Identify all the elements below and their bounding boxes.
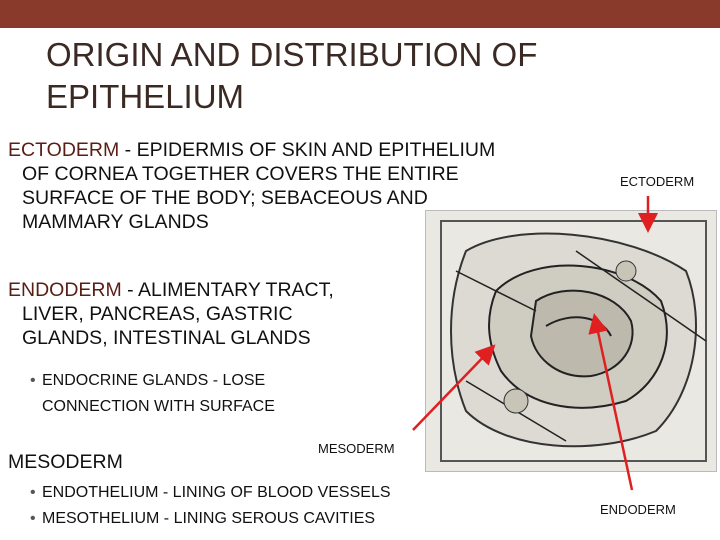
ectoderm-term: ECTODERM [8, 139, 120, 161]
bullet-icon: • [30, 484, 36, 501]
figure-label-mesoderm: MESODERM [318, 441, 395, 456]
endoderm-term: ENDODERM [8, 279, 122, 301]
ectoderm-line-4: MAMMARY GLANDS [22, 211, 209, 233]
endoderm-line-1: ENDODERM - ALIMENTARY TRACT, [8, 279, 334, 301]
endoderm-line-2: LIVER, PANCREAS, GASTRIC [22, 303, 293, 325]
bullet-icon: • [30, 510, 36, 527]
ectoderm-line-2: OF CORNEA TOGETHER COVERS THE ENTIRE [22, 163, 459, 185]
list-item: • ENDOCRINE GLANDS - LOSE [30, 368, 275, 394]
figure-label-ectoderm: ECTODERM [620, 174, 695, 189]
mesoderm-heading: MESODERM [8, 451, 123, 473]
figure-label-endoderm: ENDODERM [600, 502, 676, 517]
ectoderm-line-3: SURFACE OF THE BODY; SEBACEOUS AND [22, 187, 428, 209]
ectoderm-line-1: ECTODERM - EPIDERMIS OF SKIN AND EPITHELIUM [8, 139, 496, 161]
endoderm-arrow [595, 318, 632, 490]
list-item-continuation: CONNECTION WITH SURFACE [42, 398, 275, 415]
bullet-icon: • [30, 372, 36, 389]
mesoderm-arrow [413, 348, 492, 430]
list-item: • MESOTHELIUM - LINING SEROUS CAVITIES [30, 506, 391, 532]
list-item: • ENDOTHELIUM - LINING OF BLOOD VESSELS [30, 480, 391, 506]
endoderm-line-3: GLANDS, INTESTINAL GLANDS [22, 327, 311, 349]
page-title: ORIGIN AND DISTRIBUTION OF EPITHELIUM [46, 36, 538, 115]
